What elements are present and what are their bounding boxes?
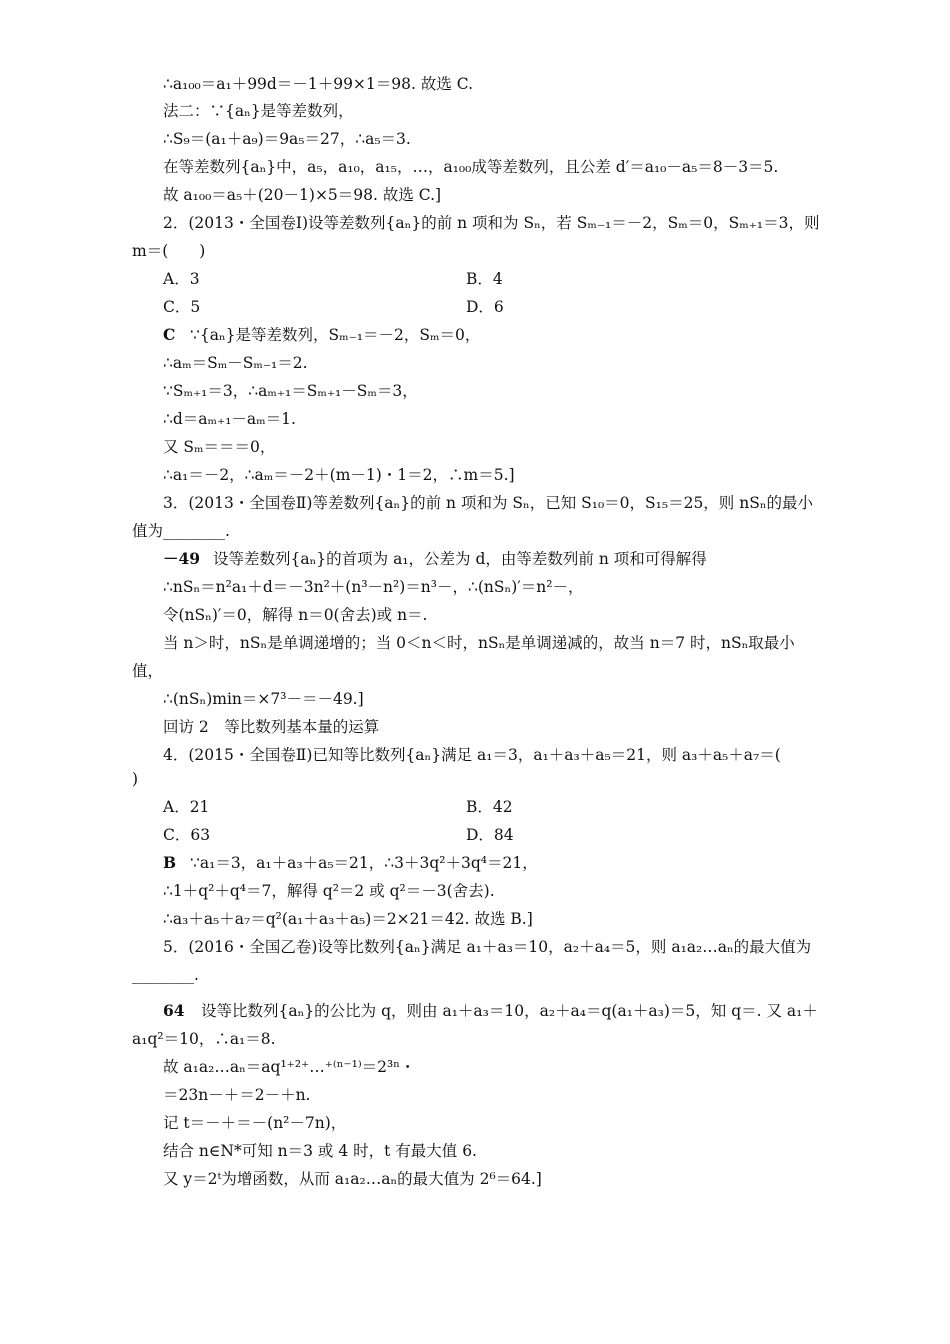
text-line: 故 a₁a₂…aₙ＝aq¹⁺²⁺…⁺⁽ⁿ⁻¹⁾＝2³ⁿ・ [163,1058,416,1076]
section-heading: 回访 2 等比数列基本量的运算 [163,718,380,736]
text-line: 法二：∵{aₙ}是等差数列， [163,102,354,120]
text-line: m＝( ) [132,242,206,260]
text-line: 结合 n∈N*可知 n＝3 或 4 时，t 有最大值 6. [163,1142,477,1160]
text-line: ∵{aₙ}是等差数列，Sₘ₋₁＝－2，Sₘ＝0， [190,326,481,344]
text-line: 又 y＝2ᵗ为增函数，从而 a₁a₂…aₙ的最大值为 2⁶＝64.] [163,1170,542,1188]
question-2-stem: 2．(2013・全国卷Ⅰ)设等差数列{aₙ}的前 n 项和为 Sₙ，若 Sₘ₋₁＝－2，Sₘ＝0，Sₘ₊₁＝3，则 [163,214,820,232]
answer-label: －49 [163,549,201,568]
text-line: 设等比数列{aₙ}的公比为 q，则由 a₁＋a₃＝10，a₂＋a₄＝q(a₁＋a₃)＝5，知 q＝. 又 a₁＋ [201,1002,818,1020]
text-line: 值， [132,662,164,680]
text-line: ∴aₘ＝Sₘ－Sₘ₋₁＝2. [163,354,308,372]
option-b: B．42 [466,798,513,816]
text-line: 又 Sₘ＝＝＝0， [163,438,276,456]
question-4-stem: 4．(2015・全国卷Ⅱ)已知等比数列{aₙ}满足 a₁＝3，a₁＋a₃＋a₅＝21，则 a₃＋a₅＋a₇＝( [163,746,781,764]
text-line: ∴a₁＝－2，∴aₘ＝－2＋(m－1)・1＝2，∴m＝5.] [163,466,515,484]
question-3-stem: 3．(2013・全国卷Ⅱ)等差数列{aₙ}的前 n 项和为 Sₙ，已知 S₁₀＝0，S₁₅＝25，则 nSₙ的最小 [163,494,814,512]
answer-label: C [163,325,176,344]
answer-label: 64 [163,1001,185,1020]
option-d: D．84 [466,826,514,844]
option-c: C．5 [163,298,201,316]
text-line: ∴S₉＝(a₁＋a₉)＝9a₅＝27，∴a₅＝3. [163,130,411,148]
text-line: ∴a₃＋a₅＋a₇＝q²(a₁＋a₃＋a₅)＝2×21＝42. 故选 B.] [163,910,533,928]
text-line: a₁q²＝10，∴a₁＝8. [132,1030,276,1048]
option-d: D．6 [466,298,504,316]
text-line: ________. [132,966,199,984]
text-line: ∴d＝aₘ₊₁－aₘ＝1. [163,410,296,428]
option-a: A．3 [163,270,200,288]
text-line: ∴(nSₙ)min＝×7³－＝－49.] [163,690,364,708]
text-line: ) [132,770,139,788]
text-line: ∴nSₙ＝n²a₁＋d＝－3n²＋(n³－n²)＝n³－，∴(nSₙ)′＝n²－， [163,578,584,596]
text-line: 令(nSₙ)′＝0，解得 n＝0(舍去)或 n＝. [163,606,428,624]
text-line: ∵Sₘ₊₁＝3，∴aₘ₊₁＝Sₘ₊₁－Sₘ＝3， [163,382,418,400]
text-line: 值为________. [132,522,230,540]
text-line: 在等差数列{aₙ}中，a₅，a₁₀，a₁₅，…，a₁₀₀成等差数列，且公差 d′＝a₁₀－a₅＝8－3＝5. [163,158,779,176]
text-line: 设等差数列{aₙ}的首项为 a₁，公差为 d，由等差数列前 n 项和可得解得 [213,550,707,568]
text-line: ∵a₁＝3，a₁＋a₃＋a₅＝21，∴3＋3q²＋3q⁴＝21， [190,854,538,872]
text-line: ∴1＋q²＋q⁴＝7，解得 q²＝2 或 q²＝－3(舍去). [163,882,495,900]
question-5-stem: 5．(2016・全国乙卷)设等比数列{aₙ}满足 a₁＋a₃＝10，a₂＋a₄＝5，则 a₁a₂…aₙ的最大值为 [163,938,812,956]
text-line: 当 n＞时，nSₙ是单调递增的；当 0＜n＜时，nSₙ是单调递减的，故当 n＝7 时，nSₙ取最小 [163,634,795,652]
answer-label: B [163,853,177,872]
option-b: B．4 [466,270,503,288]
option-c: C．63 [163,826,211,844]
text-line: 记 t＝－＋＝－(n²－7n)， [163,1114,347,1132]
text-line: ＝23n－＋＝2－＋n. [163,1086,311,1104]
text-line: 故 a₁₀₀＝a₅＋(20－1)×5＝98. 故选 C.] [163,186,442,204]
option-a: A．21 [163,798,210,816]
text-line: ∴a₁₀₀＝a₁＋99d＝－1＋99×1＝98. 故选 C. [163,75,474,93]
